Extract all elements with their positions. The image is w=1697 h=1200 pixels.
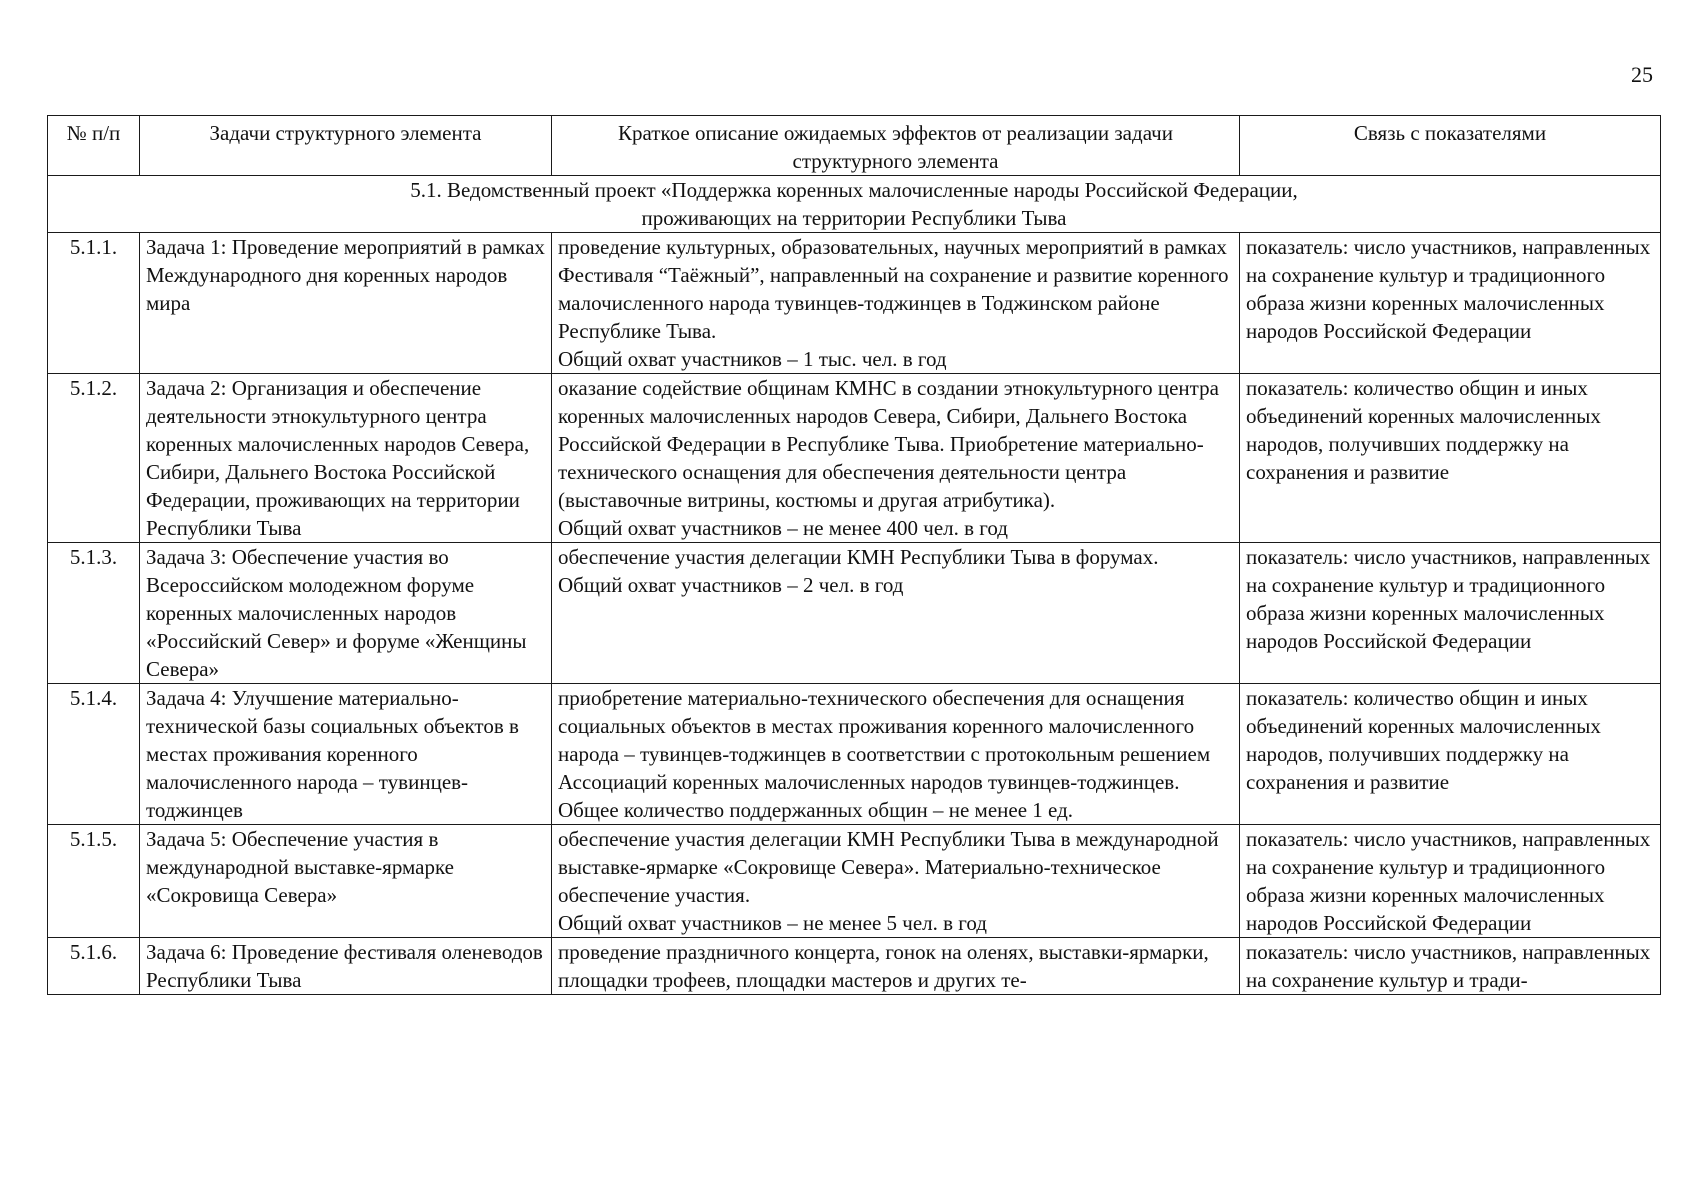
row-effect-text: проведение праздничного концерта, гонок на оленях, выставки-ярмарки, площадки трофеев, площадки мастеров и других те- [558, 940, 1209, 992]
row-coverage: Общее количество поддержанных общин – не менее 1 ед. [558, 798, 1074, 822]
header-indicators: Связь с показателями [1240, 116, 1661, 176]
row-task [140, 938, 552, 995]
row-effect [552, 684, 1240, 825]
row-task: Задача 5: Обеспечение участия в международной выставке-ярмарке «Сокровища Севера» [140, 825, 552, 938]
table-row [48, 233, 1661, 374]
row-number: 5.1.5. [48, 825, 140, 938]
table-row [48, 374, 1661, 543]
table-row [48, 543, 1661, 684]
row-number: 5.1.3. [48, 543, 140, 684]
row-indicator [1240, 938, 1661, 995]
row-number: 5.1.2. [48, 374, 140, 543]
row-number: 5.1.6. [48, 938, 140, 995]
row-indicator: показатель: число участников, направленных на сохранение культур и традиционного образа жизни коренных малочисленных народов Российской Федерации [1240, 825, 1661, 938]
row-effect [552, 374, 1240, 543]
section-row [48, 176, 1661, 233]
row-effect [552, 233, 1240, 374]
header-tasks: Задачи структурного элемента [140, 116, 552, 176]
row-coverage: Общий охват участников – 1 тыс. чел. в год [558, 347, 947, 371]
table-row [48, 684, 1661, 825]
row-effect-text: приобретение материально-технического обеспечения для оснащения социальных объектов в местах проживания коренного малочисленного народа – тувинцев-тоджинцев в соответствии с протокольным решением Ассоциаций коренных малочисленных народов тувинцев-тоджинцев. [558, 686, 1211, 794]
row-effect [552, 938, 1240, 995]
row-effect [552, 543, 1240, 684]
row-effect-text: оказание содействие общинам КМНС в создании этнокультурного центра коренных малочисленных народов Севера, Сибири, Дальнего Востока Российской Федерации в Республике Тыва. Приобретение материально-технического оснащения для обеспечения деятельности центра (выставочные витрины, костюмы и другая атрибутика). [558, 376, 1219, 512]
row-number: 5.1.4. [48, 684, 140, 825]
table-header-row [48, 116, 1661, 176]
row-indicator-text: показатель: число участников, направленных на сохранение культур и тради- [1246, 940, 1651, 992]
row-coverage: Общий охват участников – не менее 400 чел. в год [558, 516, 1008, 540]
row-task: Задача 4: Улучшение материально-технической базы социальных объектов в местах проживания коренного малочисленного народа – тувинцев-тоджинцев [140, 684, 552, 825]
header-effects: Краткое описание ожидаемых эффектов от реализации задачи структурного элемента [552, 116, 1240, 176]
page-number: 25 [1631, 62, 1653, 87]
row-task: Задача 3: Обеспечение участия во Всероссийском молодежном форуме коренных малочисленных народов «Российский Север» и форуме «Женщины Севера» [140, 543, 552, 684]
row-task-text: Задача 6: Проведение фестиваля оленеводов Республики Тыва [146, 940, 543, 992]
row-indicator: показатель: количество общин и иных объединений коренных малочисленных народов, получивших поддержку на сохранения и развитие [1240, 374, 1661, 543]
section-title: 5.1. Ведомственный проект «Поддержка коренных малочисленные народы Российской Федерации, проживающих на территории Республики Тыва [48, 176, 1661, 233]
header-num: № п/п [48, 116, 140, 176]
row-task: Задача 1: Проведение мероприятий в рамках Международного дня коренных народов мира [140, 233, 552, 374]
row-coverage: Общий охват участников – 2 чел. в год [558, 573, 904, 597]
row-number: 5.1.1. [48, 233, 140, 374]
table-row [48, 825, 1661, 938]
row-coverage: Общий охват участников – не менее 5 чел. в год [558, 911, 987, 935]
row-effect [552, 825, 1240, 938]
row-indicator: показатель: число участников, направленных на сохранение культур и традиционного образа жизни коренных малочисленных народов Российской Федерации [1240, 233, 1661, 374]
structural-element-table [47, 115, 1661, 995]
row-effect-text: обеспечение участия делегации КМН Республики Тыва в международной выставке-ярмарке «Сокровище Севера». Материально-техническое обеспечение участия. [558, 827, 1219, 907]
table-row [48, 938, 1661, 995]
row-indicator: показатель: количество общин и иных объединений коренных малочисленных народов, получивших поддержку на сохранения и развитие [1240, 684, 1661, 825]
row-indicator: показатель: число участников, направленных на сохранение культур и традиционного образа жизни коренных малочисленных народов Российской Федерации [1240, 543, 1661, 684]
row-effect-text: обеспечение участия делегации КМН Республики Тыва в форумах. [558, 545, 1159, 569]
row-task: Задача 2: Организация и обеспечение деятельности этнокультурного центра коренных малочисленных народов Севера, Сибири, Дальнего Востока Российской Федерации, проживающих на территории Республики Тыва [140, 374, 552, 543]
row-effect-text: проведение культурных, образовательных, научных мероприятий в рамках Фестиваля “Таёжный”, направленный на сохранение и развитие коренного малочисленного народа тувинцев-тоджинцев в Тоджинском районе Республике Тыва. [558, 235, 1229, 343]
